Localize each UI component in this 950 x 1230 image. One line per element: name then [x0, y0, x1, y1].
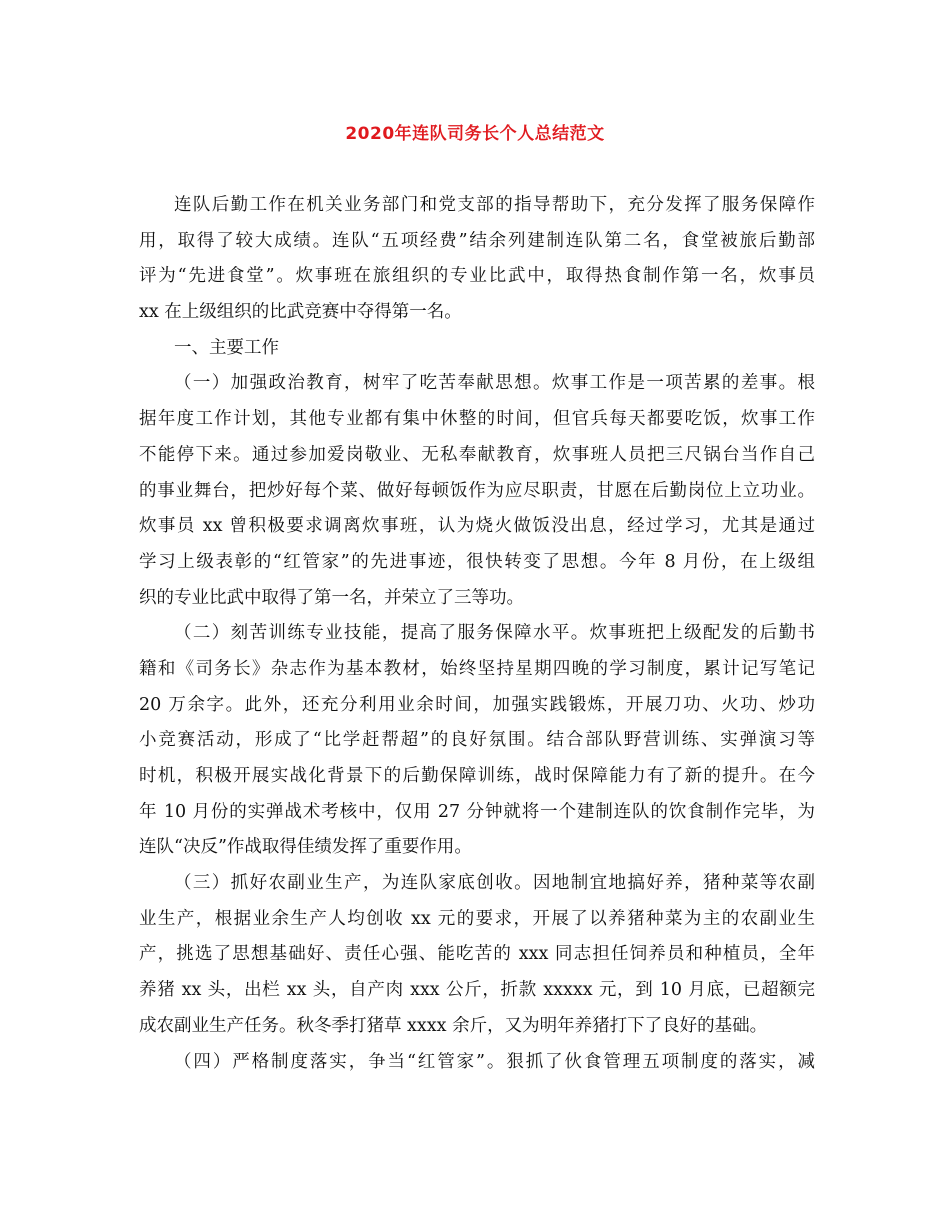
paragraph-line: 织的专业比武中取得了第一名，并荣立了三等功。 — [139, 587, 524, 608]
paragraph-line: 养猪 xx 头，出栏 xx 头，自产肉 xxx 公斤，折款 xxxxx 元，到 10 月底，已超额完 — [139, 980, 815, 1001]
document-title: 2020年连队司务长个人总结范文 — [345, 124, 605, 144]
paragraph-line: 不能停下来。通过参加爱岗敬业、无私奉献教育，炊事班人员把三尺锅台当作自己 — [139, 444, 815, 465]
paragraph-first-line: 一、主要工作 — [174, 337, 279, 358]
paragraph-line: xx 在上级组织的比武竞赛中夺得第一名。 — [139, 302, 462, 323]
paragraph-line: 炊事员 xx 曾积极要求调离炊事班，认为烧火做饭没出息，经过学习，尤其是通过 — [139, 516, 815, 537]
paragraph-line: 连队“决反”作战取得佳绩发挥了重要作用。 — [139, 837, 472, 858]
paragraph-line: 时机，积极开展实战化背景下的后勤保障训练，战时保障能力有了新的提升。在今 — [139, 766, 815, 786]
paragraph-line: 籍和《司务长》杂志作为基本教材，始终坚持星期四晚的学习制度，累计记写笔记 — [139, 658, 815, 679]
paragraph-first-line: 连队后勤工作在机关业务部门和党支部的指导帮助下，充分发挥了服务保障作 — [174, 195, 815, 215]
paragraph-line: 评为“先进食堂”。炊事班在旅组织的专业比武中，取得热食制作第一名，炊事员 — [139, 266, 815, 287]
paragraph-line: 成农副业生产任务。秋冬季打猪草 xxxx 余斤，又为明年养猪打下了良好的基础。 — [139, 1015, 768, 1036]
paragraph-line: 20 万余字。此外，还充分利用业余时间，加强实践锻炼，开展刀功、火功、炒功 — [139, 694, 815, 715]
paragraph-line: 据年度工作计划，其他专业都有集中休整的时间，但官兵每天都要吃饭，炊事工作 — [139, 409, 815, 430]
paragraph-first-line: （三）抓好农副业生产，为连队家底创收。因地制宜地搞好养，猪种菜等农副 — [174, 873, 815, 894]
paragraph-line: 产，挑选了思想基础好、责任心强、能吃苦的 xxx 同志担任饲养员和种植员，全年 — [139, 944, 815, 965]
paragraph-line: 的事业舞台，把炒好每个菜、做好每顿饭作为应尽职责，甘愿在后勤岗位上立功业。 — [139, 480, 815, 501]
paragraph-line: 用，取得了较大成绩。连队“五项经费”结余列建制连队第二名，食堂被旅后勤部 — [139, 230, 815, 251]
paragraph-line: 业生产，根据业余生产人均创收 xx 元的要求，开展了以养猪种菜为主的农副业生 — [139, 908, 815, 929]
document-body — [139, 188, 815, 1080]
paragraph-first-line: （一）加强政治教育，树牢了吃苦奉献思想。炊事工作是一项苦累的差事。根 — [174, 373, 815, 394]
paragraph-first-line: （四）严格制度落实，争当“红管家”。狠抓了伙食管理五项制度的落实，减 — [174, 1051, 815, 1072]
paragraph-line: 小竞赛活动，形成了“比学赶帮超”的良好氛围。结合部队野营训练、实弹演习等 — [139, 730, 815, 751]
paragraph-first-line: （二）刻苦训练专业技能，提高了服务保障水平。炊事班把上级配发的后勤书 — [174, 623, 815, 644]
paragraph-line: 学习上级表彰的“红管家”的先进事迹，很快转变了思想。今年 8 月份，在上级组 — [139, 551, 815, 572]
paragraph-line: 年 10 月份的实弹战术考核中，仅用 27 分钟就将一个建制连队的饮食制作完毕，为 — [139, 801, 815, 822]
